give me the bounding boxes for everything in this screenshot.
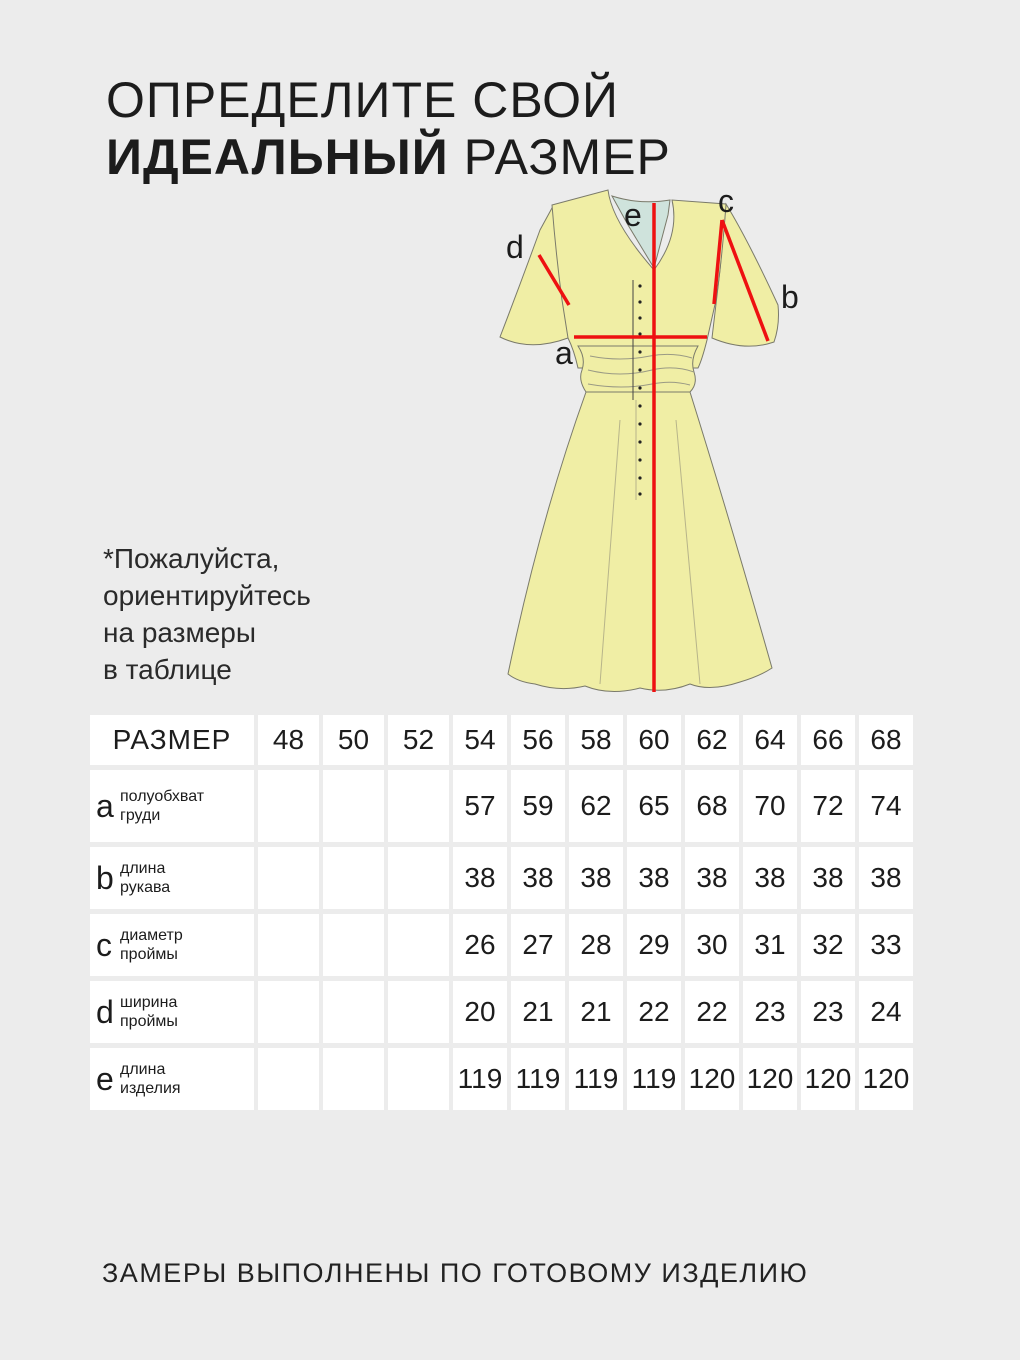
dress-skirt — [508, 392, 772, 692]
table-cell: 22 — [685, 981, 739, 1043]
table-cell: 72 — [801, 770, 855, 842]
table-cell: 38 — [511, 847, 565, 909]
table-cell: 21 — [569, 981, 623, 1043]
table-cell — [388, 981, 449, 1043]
table-row — [90, 770, 913, 842]
row-letter: d — [96, 994, 114, 1030]
table-row — [90, 981, 913, 1043]
size-header-cell: 68 — [859, 715, 913, 765]
row-label-line-1: диаметр — [120, 927, 183, 944]
row-label-line-2: проймы — [120, 946, 178, 963]
table-cell — [258, 770, 319, 842]
table-cell: 20 — [453, 981, 507, 1043]
table-cell — [258, 1048, 319, 1110]
row-letter: a — [96, 788, 114, 824]
size-header-cell: 54 — [453, 715, 507, 765]
size-header-label: РАЗМЕР — [90, 715, 254, 765]
size-header-cell: 52 — [388, 715, 449, 765]
size-table — [86, 710, 917, 1115]
note-line-3: на размеры — [103, 617, 257, 648]
note-line-4: в таблице — [103, 654, 232, 685]
row-label-line-2: рукава — [120, 879, 171, 896]
size-header-cell: 50 — [323, 715, 384, 765]
table-cell: 24 — [859, 981, 913, 1043]
table-cell: 119 — [453, 1048, 507, 1110]
size-header-cell: 48 — [258, 715, 319, 765]
table-cell: 23 — [743, 981, 797, 1043]
table-cell — [388, 847, 449, 909]
diagram-label-a: a — [555, 335, 573, 371]
row-label-line-2: проймы — [120, 1013, 178, 1030]
row-label — [90, 914, 254, 976]
table-cell: 21 — [511, 981, 565, 1043]
table-cell: 38 — [685, 847, 739, 909]
table-cell — [323, 847, 384, 909]
table-cell — [388, 770, 449, 842]
size-header-cell: 66 — [801, 715, 855, 765]
row-label — [90, 770, 254, 842]
table-cell: 119 — [511, 1048, 565, 1110]
footer-note: ЗАМЕРЫ ВЫПОЛНЕНЫ ПО ГОТОВОМУ ИЗДЕЛИЮ — [102, 1258, 809, 1288]
row-label — [90, 1048, 254, 1110]
diagram-label-b: b — [781, 279, 799, 315]
row-label-line-2: груди — [120, 807, 161, 824]
size-header-cell: 56 — [511, 715, 565, 765]
table-cell — [388, 914, 449, 976]
size-header-cell: 60 — [627, 715, 681, 765]
size-note — [103, 540, 403, 688]
table-cell: 120 — [743, 1048, 797, 1110]
title-rest-word: РАЗМЕР — [463, 129, 671, 185]
table-cell: 22 — [627, 981, 681, 1043]
table-cell: 68 — [685, 770, 739, 842]
table-cell: 29 — [627, 914, 681, 976]
table-cell: 38 — [569, 847, 623, 909]
table-cell — [258, 847, 319, 909]
table-cell — [323, 981, 384, 1043]
page-title — [106, 72, 671, 186]
table-cell: 26 — [453, 914, 507, 976]
table-cell: 59 — [511, 770, 565, 842]
table-cell: 65 — [627, 770, 681, 842]
table-cell: 119 — [569, 1048, 623, 1110]
dress-measurement-diagram — [495, 182, 805, 702]
note-line-2: ориентируйтесь — [103, 580, 311, 611]
table-cell: 27 — [511, 914, 565, 976]
table-cell — [258, 981, 319, 1043]
table-cell: 74 — [859, 770, 913, 842]
table-cell — [258, 914, 319, 976]
table-cell: 31 — [743, 914, 797, 976]
table-cell: 32 — [801, 914, 855, 976]
table-cell: 38 — [743, 847, 797, 909]
table-cell: 23 — [801, 981, 855, 1043]
size-header-cell: 62 — [685, 715, 739, 765]
table-cell: 38 — [859, 847, 913, 909]
row-label — [90, 981, 254, 1043]
table-cell: 62 — [569, 770, 623, 842]
diagram-label-d: d — [506, 229, 524, 265]
table-cell — [323, 914, 384, 976]
table-cell: 30 — [685, 914, 739, 976]
row-letter: c — [96, 927, 112, 963]
row-label — [90, 847, 254, 909]
table-cell — [323, 1048, 384, 1110]
table-cell: 120 — [801, 1048, 855, 1110]
title-line-1: ОПРЕДЕЛИТЕ СВОЙ — [106, 72, 619, 128]
table-cell: 38 — [627, 847, 681, 909]
row-letter: e — [96, 1061, 114, 1097]
note-line-1: *Пожалуйста, — [103, 543, 280, 574]
row-label-line-1: длина — [120, 860, 166, 877]
diagram-label-e: e — [624, 197, 642, 233]
table-cell: 28 — [569, 914, 623, 976]
diagram-label-c: c — [718, 183, 734, 219]
table-cell: 38 — [801, 847, 855, 909]
size-header-cell: 58 — [569, 715, 623, 765]
table-row — [90, 1048, 913, 1110]
table-cell: 57 — [453, 770, 507, 842]
table-cell: 120 — [859, 1048, 913, 1110]
table-cell — [388, 1048, 449, 1110]
table-cell: 70 — [743, 770, 797, 842]
table-cell: 33 — [859, 914, 913, 976]
row-label-line-2: изделия — [120, 1080, 181, 1097]
size-header-row — [90, 715, 913, 765]
table-cell: 119 — [627, 1048, 681, 1110]
size-header-cell: 64 — [743, 715, 797, 765]
row-label-line-1: ширина — [120, 994, 178, 1011]
row-label-line-1: полуобхват — [120, 788, 205, 805]
title-bold-word: ИДЕАЛЬНЫЙ — [106, 129, 449, 185]
table-cell: 120 — [685, 1048, 739, 1110]
table-row — [90, 914, 913, 976]
row-label-line-1: длина — [120, 1061, 166, 1078]
table-row — [90, 847, 913, 909]
table-cell — [323, 770, 384, 842]
table-cell: 38 — [453, 847, 507, 909]
row-letter: b — [96, 860, 114, 896]
